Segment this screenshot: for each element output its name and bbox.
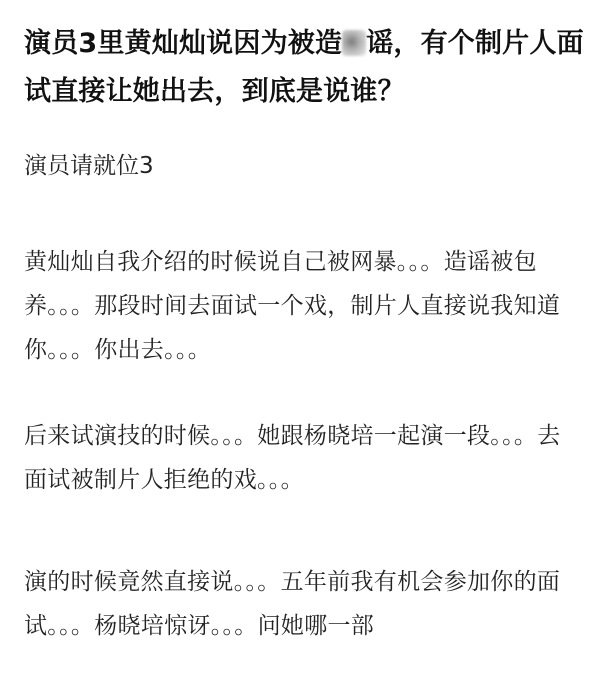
answer-paragraph: 黄灿灿自我介绍的时候说自己被网暴。。。造谣被包养。。。那段时间去面试一个戏，制片人直接说我知道你。。。你出去。。。 [24, 249, 561, 363]
answer-paragraph: 后来试演技的时候。。。她跟杨晓培一起演一段。。。去面试被制片人拒绝的戏。。。 [24, 423, 561, 493]
category-label: 演员请就位3 [24, 153, 154, 179]
question-title[interactable] [24, 20, 584, 116]
question-title-end: 谣，有个制片人面试直接让她出去，到底是说谁？ [24, 28, 584, 107]
question-title-start: 演员3里黄灿灿说因为被造 [24, 28, 343, 59]
answer-paragraph: 演的时候竟然直接说。。。五年前我有机会参加你的面试。。。杨晓培惊讶。。。问她哪一部 [24, 569, 561, 639]
blurred-character-icon [342, 30, 366, 56]
